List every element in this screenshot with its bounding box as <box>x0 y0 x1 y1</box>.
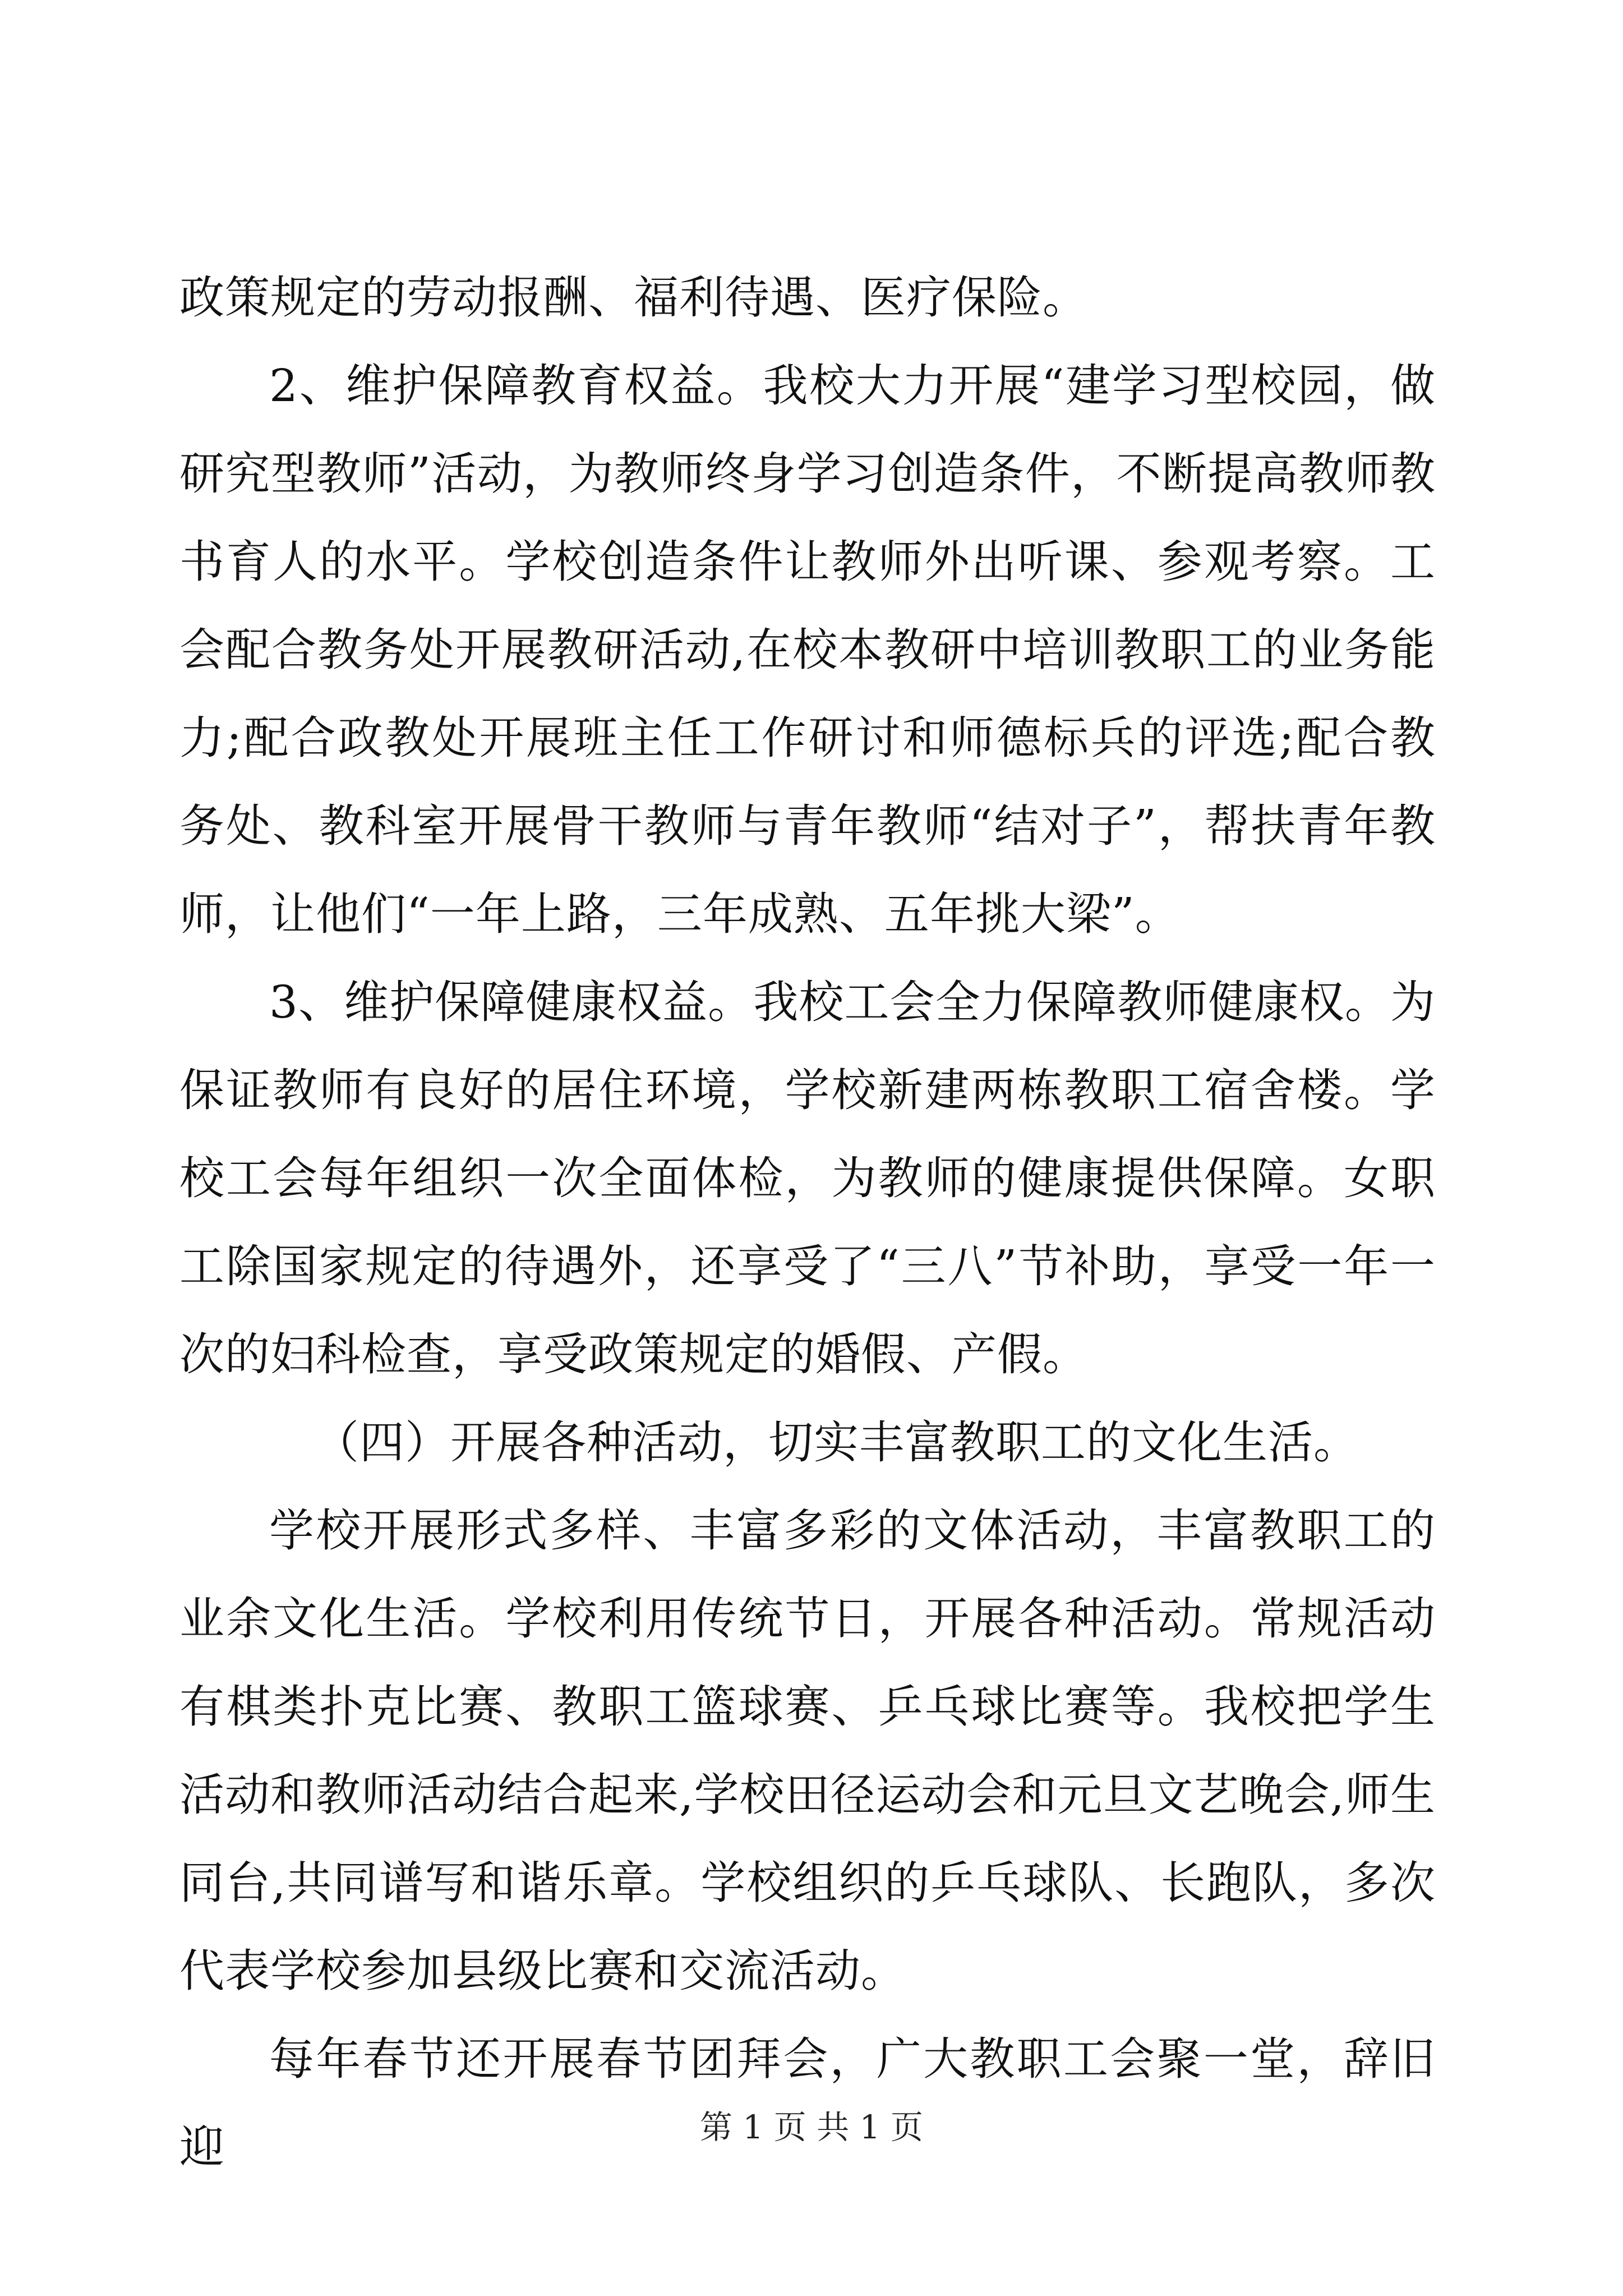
paragraph-continuation: 政策规定的劳动报酬、福利待遇、医疗保险。 <box>179 272 1088 324</box>
paragraph-health-rights: 3、维护保障健康权益。我校工会全力保障教师健康权。为保证教师有良好的居住环境，学校新建两栋教职工宿舍楼。学校工会每年组织一次全面体检，为教师的健康提供保障。女职工除国家规定的待遇外，还享受了“三八”节补助，享受一年一次的妇科检查，享受政策规定的婚假、产假。 <box>179 976 1436 1381</box>
section-heading-activities: （四）开展各种活动，切实丰富教职工的文化生活。 <box>314 1416 1359 1469</box>
document-body <box>179 254 1436 2191</box>
paragraph-spring-festival: 每年春节还开展春节团拜会，广大教职工会聚一堂，辞旧迎 <box>179 2033 1436 2173</box>
paragraph-cultural-activities: 学校开展形式多样、丰富多彩的文体活动，丰富教职工的业余文化生活。学校利用传统节日，开展各种活动。常规活动有棋类扑克比赛、教职工篮球赛、乒乓球比赛等。我校把学生活动和教师活动结合起来,学校田径运动会和元旦文艺晚会,师生同台,共同谱写和谐乐章。学校组织的乒乓球队、长跑队，多次代表学校参加县级比赛和交流活动。 <box>179 1504 1436 1997</box>
paragraph-education-rights: 2、维护保障教育权益。我校大力开展“建学习型校园，做研究型教师”活动，为教师终身学习创造条件，不断提高教师教书育人的水平。学校创造条件让教师外出听课、参观考察。工会配合教务处开展教研活动,在校本教研中培训教职工的业务能力;配合政教处开展班主任工作研讨和师德标兵的评选;配合教务处、教科室开展骨干教师与青年教师“结对子”，帮扶青年教师，让他们“一年上路，三年成熟、五年挑大梁”。 <box>179 360 1436 940</box>
page-footer: 第 1 页 共 1 页 <box>700 2108 923 2146</box>
